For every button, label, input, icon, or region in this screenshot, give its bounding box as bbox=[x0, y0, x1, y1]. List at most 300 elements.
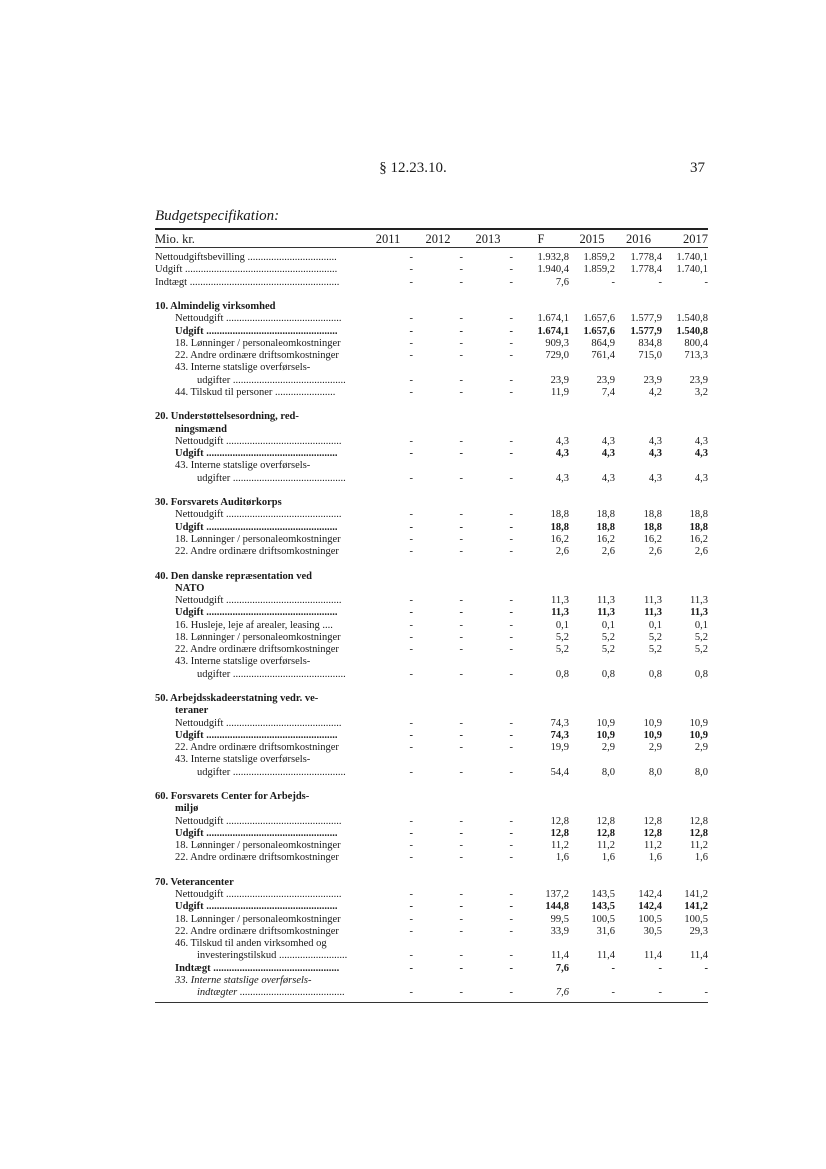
value-cell bbox=[363, 693, 413, 705]
value-cell bbox=[662, 497, 708, 509]
value-cell bbox=[463, 754, 513, 766]
value-cell: - bbox=[409, 925, 413, 937]
value-cell: - bbox=[658, 276, 662, 288]
value-cell: 0,1 bbox=[555, 619, 569, 631]
value-cell: 29,3 bbox=[689, 925, 708, 937]
value-cell: - bbox=[459, 925, 463, 937]
table-row bbox=[155, 595, 708, 607]
value-cell: - bbox=[509, 546, 513, 557]
row-label: udgifter ........................................... bbox=[197, 668, 346, 680]
value-cell: 12,8 bbox=[596, 815, 615, 827]
value-cell: 2,6 bbox=[555, 546, 569, 557]
value-cell: 4,3 bbox=[601, 448, 615, 459]
value-cell bbox=[615, 938, 662, 950]
value-cell: - bbox=[459, 509, 463, 521]
value-cell: - bbox=[509, 962, 513, 974]
value-cell bbox=[662, 693, 708, 705]
row-label: 10. Almindelig virksomhed bbox=[155, 301, 276, 312]
value-cell: 2,9 bbox=[694, 742, 708, 753]
value-cell: 142,4 bbox=[638, 889, 662, 900]
row-label: indtægter ........................................ bbox=[197, 987, 345, 998]
value-cell: - bbox=[459, 595, 463, 606]
value-cell: 1.859,2 bbox=[583, 252, 615, 263]
value-cell: - bbox=[509, 901, 513, 913]
value-cell: - bbox=[459, 435, 463, 447]
value-cell bbox=[513, 975, 569, 987]
row-label: Indtægt ......................................................... bbox=[155, 276, 340, 288]
value-cell: - bbox=[459, 252, 463, 263]
row-label: 20. Understøttelsesordning, red- bbox=[155, 411, 299, 423]
table-row bbox=[155, 767, 708, 779]
value-cell: - bbox=[459, 264, 463, 276]
value-cell: - bbox=[509, 337, 513, 349]
value-cell: - bbox=[409, 815, 413, 827]
value-cell: - bbox=[509, 766, 513, 778]
value-cell: - bbox=[509, 350, 513, 361]
value-cell bbox=[662, 975, 708, 987]
value-cell bbox=[463, 460, 513, 472]
row-label: Nettoudgift ............................................ bbox=[175, 717, 342, 729]
value-cell bbox=[513, 656, 569, 668]
value-cell: 4,3 bbox=[601, 435, 615, 447]
value-cell: 11,3 bbox=[551, 607, 569, 619]
value-cell bbox=[615, 583, 662, 595]
value-cell: - bbox=[509, 386, 513, 398]
row-label-cell bbox=[155, 509, 363, 521]
value-cell: 11,4 bbox=[690, 950, 708, 962]
value-cell bbox=[413, 571, 463, 583]
row-label: Udgift .................................................. bbox=[175, 607, 338, 619]
value-cell: 100,5 bbox=[638, 913, 662, 925]
value-cell: 4,3 bbox=[601, 472, 615, 484]
value-cell: 864,9 bbox=[591, 337, 615, 349]
row-label: teraner bbox=[175, 705, 209, 717]
value-cell: 12,8 bbox=[643, 815, 662, 827]
value-cell: 1.674,1 bbox=[537, 325, 569, 337]
row-label-cell bbox=[155, 803, 363, 815]
row-label: udgifter ........................................... bbox=[197, 374, 346, 386]
value-cell bbox=[615, 571, 662, 583]
value-cell: - bbox=[409, 668, 413, 680]
value-cell: - bbox=[409, 607, 413, 619]
row-label-cell bbox=[155, 963, 363, 975]
value-cell bbox=[615, 693, 662, 705]
row-label: 43. Interne statslige overførsels- bbox=[175, 460, 311, 472]
value-cell: 10,9 bbox=[689, 729, 708, 741]
section-heading-row bbox=[155, 583, 708, 595]
table-row bbox=[155, 534, 708, 546]
value-cell: 2,6 bbox=[601, 546, 615, 557]
value-cell bbox=[662, 791, 708, 803]
row-label-cell bbox=[155, 889, 363, 901]
section-heading-row bbox=[155, 424, 708, 436]
value-cell: 1.778,4 bbox=[630, 264, 662, 276]
value-cell: - bbox=[409, 840, 413, 851]
row-label: 22. Andre ordinære driftsomkostninger bbox=[175, 644, 339, 655]
value-cell: - bbox=[509, 276, 513, 288]
value-cell: 5,2 bbox=[648, 644, 662, 655]
value-cell bbox=[569, 705, 615, 717]
value-cell bbox=[615, 411, 662, 423]
value-cell bbox=[463, 301, 513, 313]
value-cell bbox=[615, 362, 662, 374]
value-cell: 11,9 bbox=[551, 386, 569, 398]
value-cell: 7,6 bbox=[555, 987, 569, 998]
value-cell: 11,2 bbox=[690, 840, 708, 851]
value-cell: 141,2 bbox=[684, 889, 708, 900]
value-cell bbox=[463, 877, 513, 889]
table-row bbox=[155, 950, 708, 962]
table-row bbox=[155, 975, 708, 987]
table-row bbox=[155, 987, 708, 999]
value-cell: 800,4 bbox=[684, 337, 708, 349]
value-cell: - bbox=[409, 889, 413, 900]
value-cell: 11,3 bbox=[644, 595, 662, 606]
value-cell: - bbox=[459, 901, 463, 913]
value-cell: - bbox=[459, 852, 463, 864]
value-cell: - bbox=[409, 729, 413, 741]
value-cell: 16,2 bbox=[550, 533, 569, 545]
value-cell: - bbox=[509, 448, 513, 459]
row-label-cell bbox=[155, 693, 363, 705]
row-label: Udgift .................................................. bbox=[175, 827, 338, 839]
value-cell bbox=[413, 362, 463, 374]
section-heading-row bbox=[155, 803, 708, 815]
table-row bbox=[155, 889, 708, 901]
value-cell bbox=[662, 938, 708, 950]
row-label: Udgift .................................................. bbox=[175, 448, 338, 459]
value-cell bbox=[363, 301, 413, 313]
row-label-cell bbox=[155, 840, 363, 852]
row-label-cell bbox=[155, 730, 363, 742]
value-cell: - bbox=[459, 386, 463, 398]
row-label: 18. Lønninger / personaleomkostninger bbox=[175, 913, 341, 925]
value-cell: - bbox=[409, 901, 413, 913]
row-label: Nettoudgift ............................................ bbox=[175, 595, 342, 606]
value-cell bbox=[413, 583, 463, 595]
value-cell: 18,8 bbox=[596, 509, 615, 521]
value-cell: 18,8 bbox=[596, 521, 615, 533]
table-row bbox=[155, 656, 708, 668]
column-header: 2011 bbox=[375, 232, 401, 246]
value-cell: 11,3 bbox=[551, 595, 569, 606]
value-cell bbox=[513, 803, 569, 815]
value-cell bbox=[363, 424, 413, 436]
row-label-cell bbox=[155, 583, 363, 595]
value-cell bbox=[463, 583, 513, 595]
value-cell bbox=[569, 362, 615, 374]
section-heading-row bbox=[155, 705, 708, 717]
value-cell: 143,5 bbox=[591, 889, 615, 900]
row-label: 22. Andre ordinære driftsomkostninger bbox=[175, 852, 339, 864]
row-label-cell bbox=[155, 595, 363, 607]
value-cell: 19,9 bbox=[550, 742, 569, 753]
value-cell: 74,3 bbox=[550, 717, 569, 729]
column-header: 2017 bbox=[683, 232, 708, 246]
row-label: 18. Lønninger / personaleomkostninger bbox=[175, 840, 341, 851]
value-cell: 1.540,8 bbox=[676, 313, 708, 325]
table-body bbox=[155, 252, 708, 999]
value-cell bbox=[463, 424, 513, 436]
row-label: Nettoudgift ............................................ bbox=[175, 435, 342, 447]
value-cell: 1,6 bbox=[694, 852, 708, 864]
value-cell: 143,5 bbox=[591, 901, 615, 913]
value-cell: - bbox=[409, 827, 413, 839]
row-label: 40. Den danske repræsentation ved bbox=[155, 570, 313, 582]
value-cell: 2,9 bbox=[601, 742, 615, 753]
value-cell: 12,8 bbox=[596, 827, 615, 839]
value-cell bbox=[569, 656, 615, 668]
value-cell: 10,9 bbox=[643, 729, 662, 741]
value-cell: 99,5 bbox=[550, 913, 569, 925]
value-cell: 5,2 bbox=[601, 644, 615, 655]
table-row bbox=[155, 730, 708, 742]
value-cell: - bbox=[409, 533, 413, 545]
value-cell: 7,4 bbox=[601, 386, 615, 398]
value-cell: 1.577,9 bbox=[630, 325, 662, 337]
value-cell bbox=[363, 656, 413, 668]
value-cell: - bbox=[611, 276, 615, 288]
value-cell: - bbox=[409, 644, 413, 655]
value-cell bbox=[569, 497, 615, 509]
value-cell: 4,3 bbox=[694, 448, 708, 459]
table-row bbox=[155, 252, 708, 264]
value-cell bbox=[662, 583, 708, 595]
value-cell: 30,5 bbox=[643, 925, 662, 937]
value-cell: 10,9 bbox=[596, 729, 615, 741]
value-cell bbox=[463, 791, 513, 803]
value-cell: 5,2 bbox=[555, 631, 569, 643]
row-label: 18. Lønninger / personaleomkostninger bbox=[175, 631, 341, 643]
row-label: udgifter ........................................... bbox=[197, 766, 346, 778]
value-cell: 18,8 bbox=[689, 509, 708, 521]
value-cell: - bbox=[409, 337, 413, 349]
table-row bbox=[155, 338, 708, 350]
row-label-cell bbox=[155, 571, 363, 583]
value-cell: 142,4 bbox=[638, 901, 662, 913]
table-row bbox=[155, 914, 708, 926]
table-row bbox=[155, 840, 708, 852]
value-cell: - bbox=[409, 435, 413, 447]
table-row bbox=[155, 718, 708, 730]
value-cell bbox=[363, 571, 413, 583]
row-label-cell bbox=[155, 705, 363, 717]
value-cell bbox=[569, 975, 615, 987]
spacer-row bbox=[155, 865, 708, 877]
value-cell bbox=[615, 301, 662, 313]
value-cell: 0,1 bbox=[648, 619, 662, 631]
value-cell bbox=[363, 705, 413, 717]
value-cell: - bbox=[459, 644, 463, 655]
value-cell: 8,0 bbox=[694, 766, 708, 778]
value-cell: - bbox=[409, 742, 413, 753]
value-cell bbox=[413, 938, 463, 950]
value-cell bbox=[615, 705, 662, 717]
value-cell: - bbox=[509, 521, 513, 533]
value-cell bbox=[513, 411, 569, 423]
value-cell: 12,8 bbox=[689, 815, 708, 827]
value-cell: - bbox=[409, 521, 413, 533]
row-label-cell bbox=[155, 301, 363, 313]
row-label: 33. Interne statslige overførsels- bbox=[175, 974, 312, 986]
value-cell: - bbox=[459, 987, 463, 998]
value-cell: - bbox=[459, 374, 463, 386]
section-heading-row bbox=[155, 301, 708, 313]
row-label-cell bbox=[155, 901, 363, 913]
table-row bbox=[155, 607, 708, 619]
value-cell: - bbox=[509, 607, 513, 619]
row-label-cell bbox=[155, 754, 363, 766]
value-cell bbox=[413, 411, 463, 423]
value-cell: - bbox=[459, 619, 463, 631]
value-cell bbox=[615, 877, 662, 889]
row-label-cell bbox=[155, 497, 363, 509]
row-label: miljø bbox=[175, 803, 199, 815]
value-cell bbox=[615, 460, 662, 472]
row-label: 70. Veterancenter bbox=[155, 876, 234, 888]
value-cell bbox=[615, 656, 662, 668]
value-cell: 11,3 bbox=[597, 595, 615, 606]
value-cell bbox=[413, 301, 463, 313]
table-row bbox=[155, 509, 708, 521]
value-cell: 4,3 bbox=[694, 435, 708, 447]
value-cell bbox=[569, 460, 615, 472]
value-cell: - bbox=[459, 276, 463, 288]
value-cell bbox=[413, 497, 463, 509]
spacer-row bbox=[155, 558, 708, 570]
row-label: 16. Husleje, leje af arealer, leasing .... bbox=[175, 619, 333, 631]
row-label-cell bbox=[155, 387, 363, 399]
value-cell bbox=[363, 877, 413, 889]
value-cell: - bbox=[509, 533, 513, 545]
row-label: Nettoudgift ............................................ bbox=[175, 313, 342, 325]
value-cell bbox=[363, 411, 413, 423]
value-cell: 18,8 bbox=[643, 509, 662, 521]
value-cell bbox=[662, 460, 708, 472]
section-heading-row bbox=[155, 571, 708, 583]
value-cell bbox=[363, 583, 413, 595]
value-cell: 0,8 bbox=[694, 668, 708, 680]
table-row bbox=[155, 963, 708, 975]
value-cell: - bbox=[509, 509, 513, 521]
row-label-cell bbox=[155, 632, 363, 644]
row-label-cell bbox=[155, 926, 363, 938]
value-cell: - bbox=[658, 962, 662, 974]
value-cell bbox=[513, 497, 569, 509]
spacer-row bbox=[155, 485, 708, 497]
table-row bbox=[155, 473, 708, 485]
row-label: 22. Andre ordinære driftsomkostninger bbox=[175, 546, 339, 557]
value-cell: 1.740,1 bbox=[676, 252, 708, 263]
value-cell bbox=[662, 362, 708, 374]
section-heading-row bbox=[155, 877, 708, 889]
value-cell bbox=[569, 803, 615, 815]
spacer-row bbox=[155, 399, 708, 411]
value-cell bbox=[615, 754, 662, 766]
value-cell bbox=[615, 424, 662, 436]
value-cell: - bbox=[409, 448, 413, 459]
value-cell: - bbox=[409, 987, 413, 998]
value-cell: 74,3 bbox=[550, 729, 569, 741]
row-label-cell bbox=[155, 950, 363, 962]
value-cell: - bbox=[704, 987, 708, 998]
value-cell: 100,5 bbox=[591, 913, 615, 925]
value-cell: - bbox=[459, 742, 463, 753]
value-cell: 12,8 bbox=[550, 827, 569, 839]
value-cell: 23,9 bbox=[596, 374, 615, 386]
row-label: 30. Forsvarets Auditørkorps bbox=[155, 497, 282, 508]
value-cell bbox=[413, 803, 463, 815]
value-cell bbox=[363, 975, 413, 987]
row-label: Nettoudgiftsbevilling .................................. bbox=[155, 252, 337, 263]
value-cell: 2,6 bbox=[694, 546, 708, 557]
value-cell bbox=[513, 362, 569, 374]
value-cell: - bbox=[409, 313, 413, 325]
value-cell: - bbox=[459, 337, 463, 349]
column-header: 2013 bbox=[475, 232, 501, 246]
value-cell: - bbox=[509, 987, 513, 998]
spacer-row bbox=[155, 289, 708, 301]
value-cell bbox=[569, 411, 615, 423]
value-cell: - bbox=[509, 815, 513, 827]
table-row bbox=[155, 669, 708, 681]
value-cell bbox=[363, 460, 413, 472]
value-cell: 33,9 bbox=[550, 925, 569, 937]
row-label: udgifter ........................................... bbox=[197, 472, 346, 484]
table-row bbox=[155, 828, 708, 840]
value-cell: 0,1 bbox=[694, 619, 708, 631]
section-heading-row bbox=[155, 411, 708, 423]
value-cell: - bbox=[509, 325, 513, 337]
value-cell: 18,8 bbox=[550, 509, 569, 521]
table-row bbox=[155, 448, 708, 460]
value-cell: - bbox=[409, 252, 413, 263]
value-cell: 8,0 bbox=[648, 766, 662, 778]
row-label-cell bbox=[155, 424, 363, 436]
value-cell: 100,5 bbox=[684, 913, 708, 925]
value-cell: - bbox=[509, 644, 513, 655]
row-label: Nettoudgift ............................................ bbox=[175, 889, 342, 900]
value-cell: - bbox=[509, 472, 513, 484]
value-cell: - bbox=[459, 840, 463, 851]
value-cell: - bbox=[459, 546, 463, 557]
value-cell: - bbox=[704, 962, 708, 974]
table-row bbox=[155, 264, 708, 276]
value-cell: 5,2 bbox=[601, 631, 615, 643]
value-cell: 137,2 bbox=[545, 889, 569, 900]
value-cell: 11,2 bbox=[597, 840, 615, 851]
spacer-row bbox=[155, 779, 708, 791]
value-cell: 4,3 bbox=[555, 472, 569, 484]
page-number: 37 bbox=[690, 160, 705, 176]
value-cell: - bbox=[459, 766, 463, 778]
value-cell: - bbox=[459, 350, 463, 361]
value-cell bbox=[569, 877, 615, 889]
table-row bbox=[155, 350, 708, 362]
value-cell bbox=[662, 877, 708, 889]
value-cell: - bbox=[459, 913, 463, 925]
spacer-row bbox=[155, 681, 708, 693]
value-cell: - bbox=[459, 950, 463, 962]
table-row bbox=[155, 620, 708, 632]
table-row bbox=[155, 522, 708, 534]
value-cell: 10,9 bbox=[643, 717, 662, 729]
value-cell: 16,2 bbox=[596, 533, 615, 545]
value-cell: 4,3 bbox=[648, 435, 662, 447]
row-label: 22. Andre ordinære driftsomkostninger bbox=[175, 925, 339, 937]
row-label-cell bbox=[155, 375, 363, 387]
value-cell bbox=[363, 497, 413, 509]
